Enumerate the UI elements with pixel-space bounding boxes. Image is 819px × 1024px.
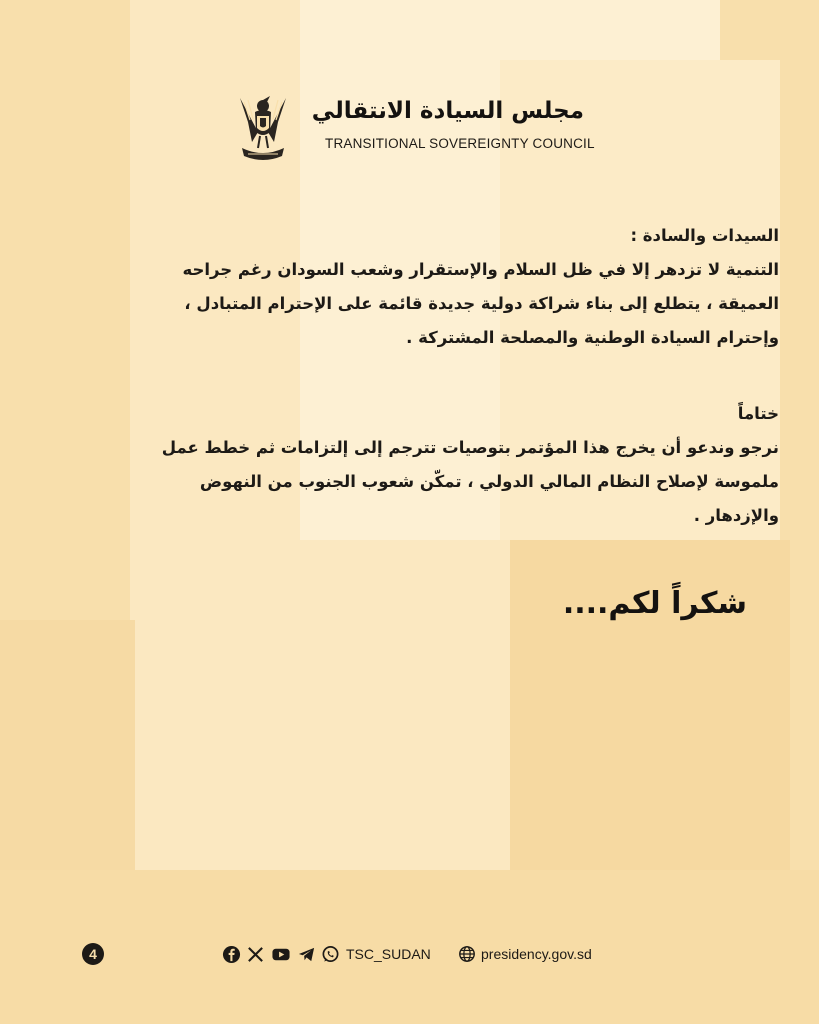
whatsapp-icon[interactable] <box>321 945 340 964</box>
speech-paragraph-1 <box>39 219 779 355</box>
council-title-arabic: مجلس السيادة الانتقالي <box>311 98 584 124</box>
footer <box>0 935 819 975</box>
paragraph-line: نرجو وندعو أن يخرج هذا المؤتمر بتوصيات تترجم إلى إلتزامات ثم خطط عمل <box>161 438 779 457</box>
website-link[interactable] <box>458 943 592 965</box>
telegram-icon[interactable] <box>297 945 316 964</box>
council-header <box>236 92 596 164</box>
speech-paragraph-2 <box>39 397 779 533</box>
x-icon[interactable] <box>246 945 265 964</box>
paragraph-line: وإحترام السيادة الوطنية والمصلحة المشتركة . <box>406 328 779 347</box>
conclusion-heading: ختاماً <box>737 404 779 423</box>
sudan-emblem-secretary-bird-icon <box>236 92 290 164</box>
closing-thanks: شكراً لكم.... <box>562 586 747 621</box>
background-panel <box>0 620 135 870</box>
social-links <box>222 943 431 965</box>
youtube-icon[interactable] <box>270 945 292 964</box>
paragraph-line: ملموسة لإصلاح النظام المالي الدولي ، تمكّن شعوب الجنوب من النهوض <box>199 472 779 491</box>
page-number-badge: 4 <box>82 943 104 965</box>
paragraph-line: التنمية لا تزدهر إلا في ظل السلام والإستقرار وشعب السودان رغم جراحه <box>182 260 779 279</box>
council-title-english: TRANSITIONAL SOVEREIGNTY COUNCIL <box>325 136 595 151</box>
paragraph-line: العميقة ، يتطلع إلى بناء شراكة دولية جديدة قائمة على الإحترام المتبادل ، <box>184 294 779 313</box>
facebook-icon[interactable] <box>222 945 241 964</box>
globe-icon <box>458 945 476 963</box>
paragraph-line: والإزدهار . <box>693 506 779 525</box>
salutation-line: السيدات والسادة : <box>630 226 779 245</box>
social-handle[interactable]: TSC_SUDAN <box>346 946 431 962</box>
website-url[interactable]: presidency.gov.sd <box>481 946 592 962</box>
